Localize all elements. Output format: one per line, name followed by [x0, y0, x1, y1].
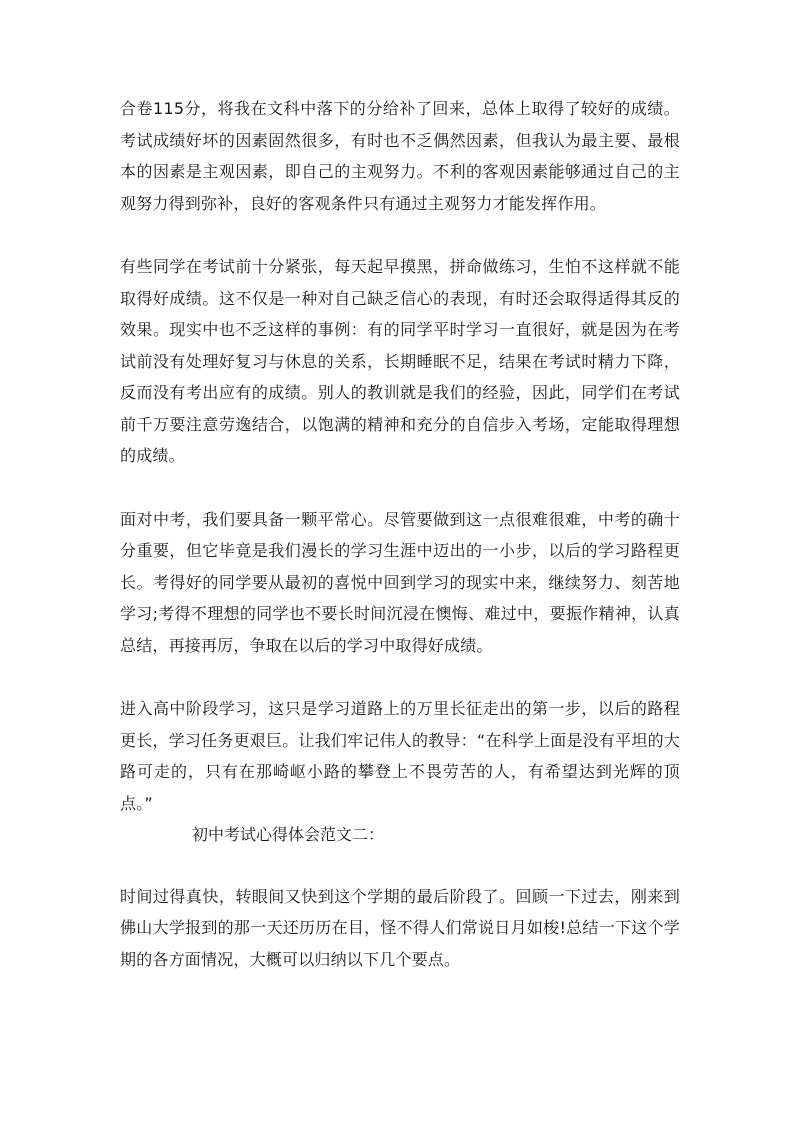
paragraph-gap [120, 851, 680, 881]
document-body [120, 93, 680, 975]
paragraph: 有些同学在考试前十分紧张，每天起早摸黑，拼命做练习，生怕不这样就不能取得好成绩。这不仅是一种对自己缺乏信心的表现，有时还会取得适得其反的效果。现实中也不乏这样的事例：有的同学平时学习一直很好，就是因为在考试前没有处理好复习与休息的关系，长期睡眠不足，结果在考试时精力下降，反而没有考出应有的成绩。别人的教训就是我们的经验，因此，同学们在考试前千万要注意劳逸结合，以饱满的精神和充分的自信步入考场，定能取得理想的成绩。 [120, 257, 680, 465]
paragraph: 面对中考，我们要具备一颗平常心。尽管要做到这一点很难很难，中考的确十分重要，但它毕竟是我们漫长的学习生涯中迈出的一小步，以后的学习路程更长。考得好的同学要从最初的喜悦中回到学习的现实中来，继续努力、刻苦地学习;考得不理想的同学也不要长时间沉浸在懊悔、难过中，要振作精神，认真总结，再接再厉，争取在以后的学习中取得好成绩。 [120, 509, 680, 655]
paragraph-gap [120, 472, 680, 504]
paragraph: 时间过得真快，转眼间又快到这个学期的最后阶段了。回顾一下过去，刚来到佛山大学报到的那一天还历历在目，怪不得人们常说日月如梭!总结一下这个学期的各方面情况，大概可以归纳以下几个要点。 [120, 886, 680, 969]
paragraph: 合卷115分，将我在文科中落下的分给补了回来，总体上取得了较好的成绩。考试成绩好坏的因素固然很多，有时也不乏偶然因素，但我认为最主要、最根本的因素是主观因素，即自己的主观努力。不利的客观因素能够通过自己的主观努力得到弥补，良好的客观条件只有通过主观努力才能发挥作用。 [120, 99, 680, 213]
section-heading: 初中考试心得体会范文二： [192, 825, 385, 844]
paragraph-gap [120, 219, 680, 251]
paragraph: 进入高中阶段学习，这只是学习道路上的万里长征走出的第一步，以后的路程更长，学习任务更艰巨。让我们牢记伟人的教导：“在科学上面是没有平坦的大路可走的，只有在那崎岖小路的攀登上不畏劳苦的人，有希望达到光辉的顶点。” [120, 699, 680, 813]
paragraph-gap [120, 661, 680, 693]
